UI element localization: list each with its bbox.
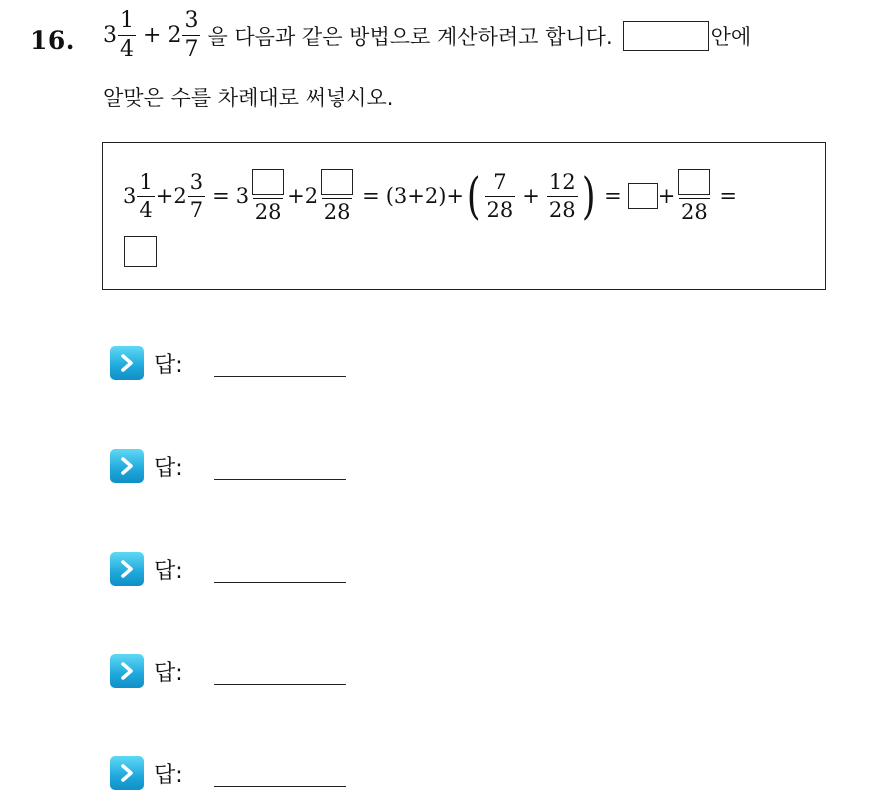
whole-part: 3 — [103, 23, 117, 48]
whole-part: 3 — [235, 184, 250, 208]
whole-part: 3 — [123, 184, 137, 208]
whole-part: 2 — [167, 23, 182, 48]
whole-part: 2 — [173, 184, 187, 208]
chevron-right-icon — [110, 756, 144, 790]
denominator: 7 — [184, 37, 199, 62]
denominator: 28 — [254, 200, 282, 224]
fraction — [485, 169, 516, 222]
denominator: 28 — [680, 200, 708, 224]
fraction — [182, 10, 200, 61]
denominator: 28 — [323, 200, 351, 224]
plus-sign: + — [155, 184, 174, 208]
numerator: 12 — [548, 169, 576, 194]
blank-box[interactable] — [252, 169, 284, 195]
numerator: 1 — [120, 8, 134, 33]
plus-sign: + — [287, 184, 305, 208]
answer-line[interactable] — [214, 786, 346, 787]
answer-row — [110, 346, 183, 380]
fraction-blank-numerator — [319, 169, 355, 223]
chevron-right-icon — [110, 654, 144, 688]
plus-sign: + — [657, 184, 676, 208]
question-text-end: 안에 — [710, 24, 752, 49]
right-paren: ) — [581, 167, 596, 225]
answer-row — [110, 552, 183, 586]
numerator: 3 — [189, 169, 204, 194]
question-text: 을 다음과 같은 방법으로 계산하려고 합니다. — [207, 24, 613, 49]
left-paren: ( — [466, 167, 481, 225]
blank-box[interactable] — [124, 236, 157, 267]
equals-sign: = — [362, 184, 380, 208]
numerator: 3 — [184, 8, 199, 33]
plus-sign: + — [446, 184, 464, 208]
whole-part: 2 — [304, 184, 319, 208]
answer-label: 답: — [154, 558, 183, 584]
equation-box — [102, 142, 826, 290]
answer-row — [110, 449, 183, 483]
denominator: 4 — [120, 37, 134, 62]
equals-sign: = — [212, 184, 230, 208]
fraction-blank-numerator — [250, 169, 286, 223]
answer-label: 답: — [154, 455, 183, 481]
chevron-right-icon — [110, 346, 144, 380]
answer-label: 답: — [154, 762, 183, 788]
answer-row — [110, 756, 183, 790]
blank-box[interactable] — [321, 169, 353, 195]
equation-row-2 — [124, 236, 157, 267]
equation-row — [123, 169, 743, 223]
mixed-number-2-3-7 — [167, 10, 201, 61]
fraction — [547, 169, 578, 222]
fraction — [118, 10, 136, 61]
whole-sum-group: (3+2) — [385, 184, 447, 208]
answer-label: 답: — [154, 352, 183, 378]
numerator: 1 — [139, 169, 153, 194]
denominator: 28 — [486, 197, 514, 222]
chevron-right-icon — [110, 449, 144, 483]
fraction-blank-numerator — [676, 169, 712, 223]
fraction — [188, 169, 205, 222]
answer-row — [110, 654, 183, 688]
answer-label: 답: — [154, 660, 183, 686]
inline-blank-box — [623, 21, 709, 51]
blank-box[interactable] — [678, 169, 710, 195]
denominator: 4 — [139, 197, 153, 222]
answer-line[interactable] — [214, 376, 346, 377]
denominator: 28 — [548, 197, 576, 222]
question-line-1 — [103, 10, 751, 61]
mixed-number-3-1-4 — [103, 10, 137, 61]
equals-sign: = — [604, 184, 622, 208]
fraction — [137, 169, 154, 222]
blank-box[interactable] — [628, 183, 658, 209]
plus-sign: + — [143, 23, 162, 48]
question-line-2: 알맞은 수를 차례대로 써넣시오. — [103, 86, 394, 110]
answer-line[interactable] — [214, 582, 346, 583]
question-number: 16. — [30, 26, 75, 55]
plus-sign: + — [522, 184, 540, 208]
denominator: 7 — [189, 197, 204, 222]
chevron-right-icon — [110, 552, 144, 586]
answer-line[interactable] — [214, 684, 346, 685]
equals-sign: = — [719, 184, 737, 208]
answer-line[interactable] — [214, 479, 346, 480]
numerator: 7 — [493, 169, 507, 194]
